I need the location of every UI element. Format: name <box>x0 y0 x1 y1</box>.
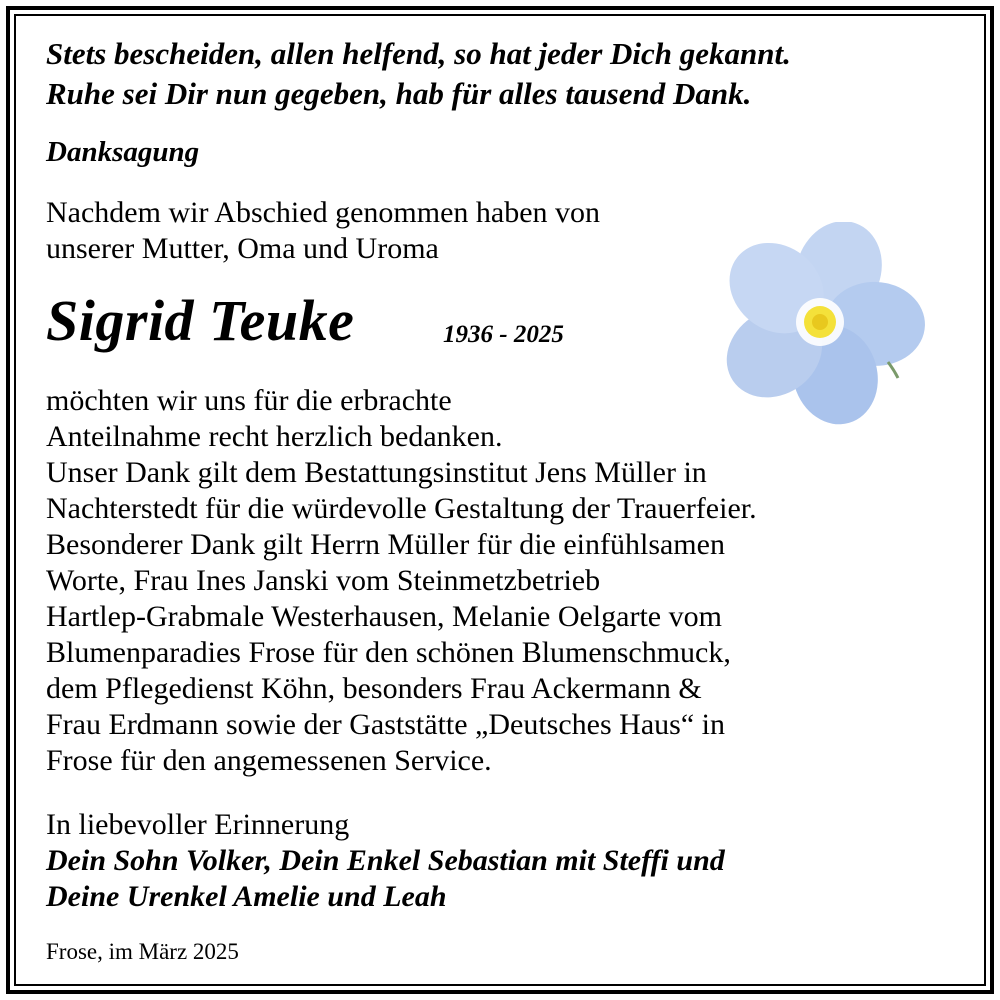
signoff-line-2: Deine Urenkel Amelie und Leah <box>46 880 447 913</box>
place-date: Frose, im März 2025 <box>46 939 239 964</box>
body-line-6: Worte, Frau Ines Janski vom Steinmetzbetrieb <box>46 564 601 597</box>
body-line-9: dem Pflegedienst Köhn, besonders Frau Ackermann & <box>46 672 702 705</box>
signoff-line-1: Dein Sohn Volker, Dein Enkel Sebastian mit Steffi und <box>46 844 725 877</box>
deceased-years: 1936 - 2025 <box>443 321 564 348</box>
intro-line-1: Nachdem wir Abschied genommen haben von <box>46 196 601 229</box>
body-line-10: Frau Erdmann sowie der Gaststätte „Deutsches Haus“ in <box>46 708 725 741</box>
body-line-11: Frose für den angemessenen Service. <box>46 744 492 777</box>
deceased-name: Sigrid Teuke <box>46 288 355 353</box>
motto-line-1: Stets bescheiden, allen helfend, so hat jeder Dich gekannt. <box>46 36 791 71</box>
intro-line-2: unserer Mutter, Oma und Uroma <box>46 232 439 265</box>
body-line-8: Blumenparadies Frose für den schönen Blumenschmuck, <box>46 636 731 669</box>
forget-me-not-flower-icon <box>712 222 932 432</box>
heading-danksagung: Danksagung <box>46 136 200 168</box>
body-line-2: Anteilnahme recht herzlich bedanken. <box>46 420 503 453</box>
body-line-4: Nachterstedt für die würdevolle Gestaltung der Trauerfeier. <box>46 492 757 525</box>
body-line-5: Besonderer Dank gilt Herrn Müller für die einfühlsamen <box>46 528 725 561</box>
body-line-3: Unser Dank gilt dem Bestattungsinstitut Jens Müller in <box>46 456 707 489</box>
body-line-1: möchten wir uns für die erbrachte <box>46 384 452 417</box>
motto-line-2: Ruhe sei Dir nun gegeben, hab für alles tausend Dank. <box>46 76 752 111</box>
body-line-7: Hartlep-Grabmale Westerhausen, Melanie Oelgarte vom <box>46 600 722 633</box>
closing-line: In liebevoller Erinnerung <box>46 808 350 841</box>
